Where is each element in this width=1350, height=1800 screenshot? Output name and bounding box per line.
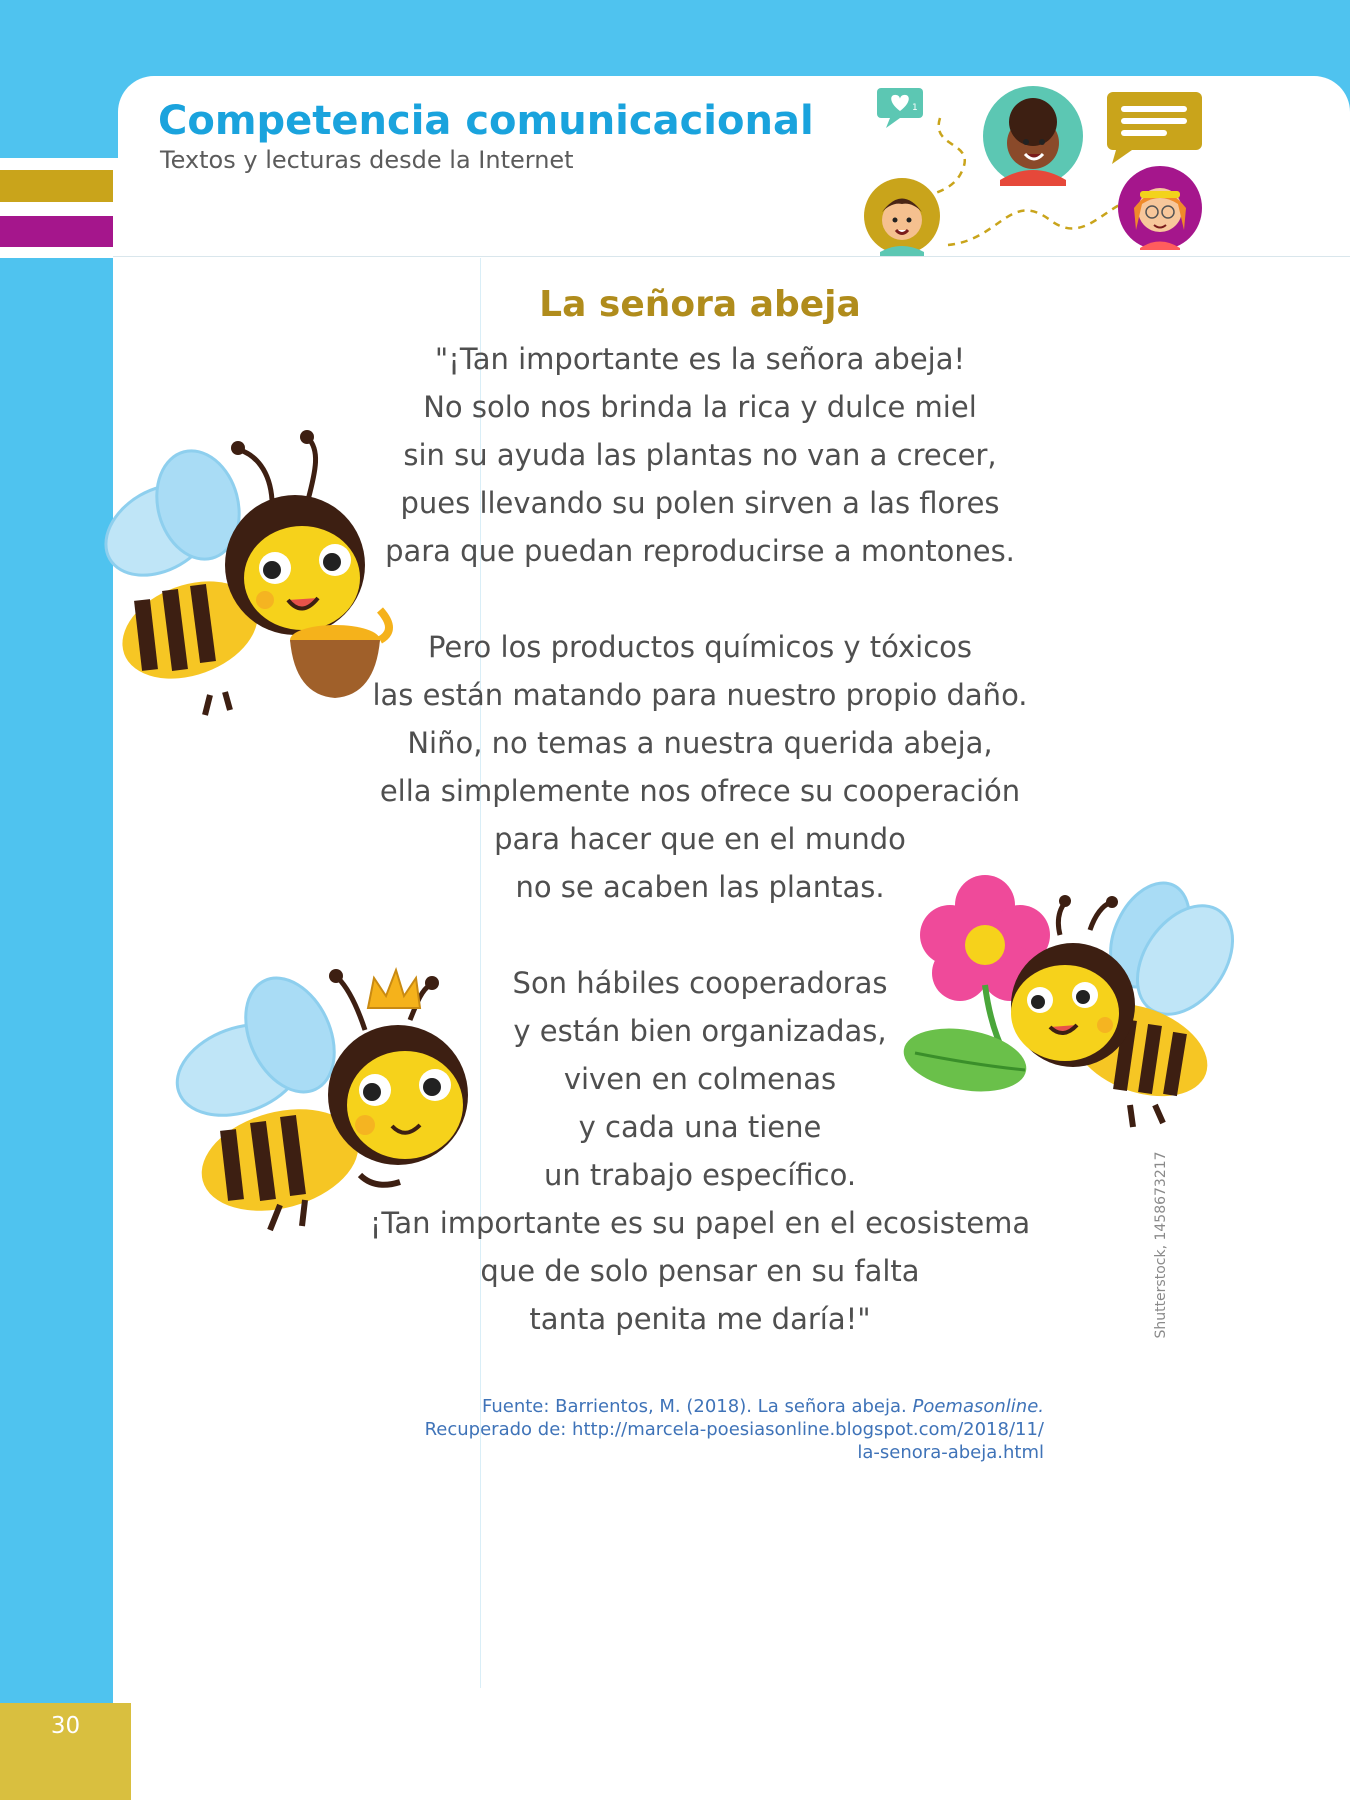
page-number: 30 [50,1713,81,1739]
source-citation-line1 [482,1396,1044,1418]
message-bubble-icon [1107,92,1202,164]
poem-line: No solo nos brinda la rica y dulce miel [423,390,977,424]
flower-bee-illustration [905,865,1235,1135]
poem-line: y están bien organizadas, [513,1014,887,1048]
poem-line: para hacer que en el mundo [494,822,906,856]
girl-avatar-icon [1118,166,1202,250]
poem-line: Son hábiles cooperadoras [512,966,888,1000]
poem-line: sin su ayuda las plantas no van a crecer, [403,438,997,472]
poem-line: pues llevando su polen sirven a las flores [400,486,1000,520]
heart-chat-icon [877,88,923,128]
poem-line: y cada una tiene [578,1110,822,1144]
queen-bee-illustration [160,950,490,1240]
poem-line: que de solo pensar en su falta [480,1254,920,1288]
poem-line: no se acaben las plantas. [515,870,885,904]
poem-line: las están matando para nuestro propio daño. [372,678,1028,712]
purple-tab-stripe [0,216,113,247]
image-credit: Shutterstock, 1458673217 [1153,1151,1169,1339]
poem-line: un trabajo específico. [543,1158,857,1192]
section-title: Competencia comunicacional [158,98,814,144]
source-publication: Poemasonline. [912,1396,1044,1417]
honey-bee-illustration [80,430,390,720]
image-credit-wrap [1146,1150,1176,1340]
poem-line: ¡Tan importante es su papel en el ecosistema [369,1206,1031,1240]
poem-line: Niño, no temas a nuestra querida abeja, [407,726,993,760]
source-citation-line2: Recuperado de: http://marcela-poesiasonline.blogspot.com/2018/11/ [424,1419,1044,1440]
like-count: 1 [912,103,918,113]
poem-line: ella simplemente nos ofrece su cooperación [379,774,1021,808]
header-decoration [850,80,1220,260]
poem-line: tanta penita me daría!" [529,1302,871,1336]
poem-line: para que puedan reproducirse a montones. [385,534,1015,568]
poem-line: Pero los productos químicos y tóxicos [427,630,973,664]
section-subtitle: Textos y lecturas desde la Internet [160,146,574,174]
boy-avatar-icon [983,86,1083,186]
poem-title: La señora abeja [539,284,861,325]
yellow-tab-stripe [0,170,113,202]
source-citation-line3: la-senora-abeja.html [857,1442,1044,1463]
source-author: Fuente: Barrientos, M. (2018). La señora abeja. [481,1396,913,1417]
poem-line: viven en colmenas [563,1062,837,1096]
poem-line: "¡Tan importante es la señora abeja! [434,342,966,376]
boy-small-avatar-icon [864,178,940,256]
